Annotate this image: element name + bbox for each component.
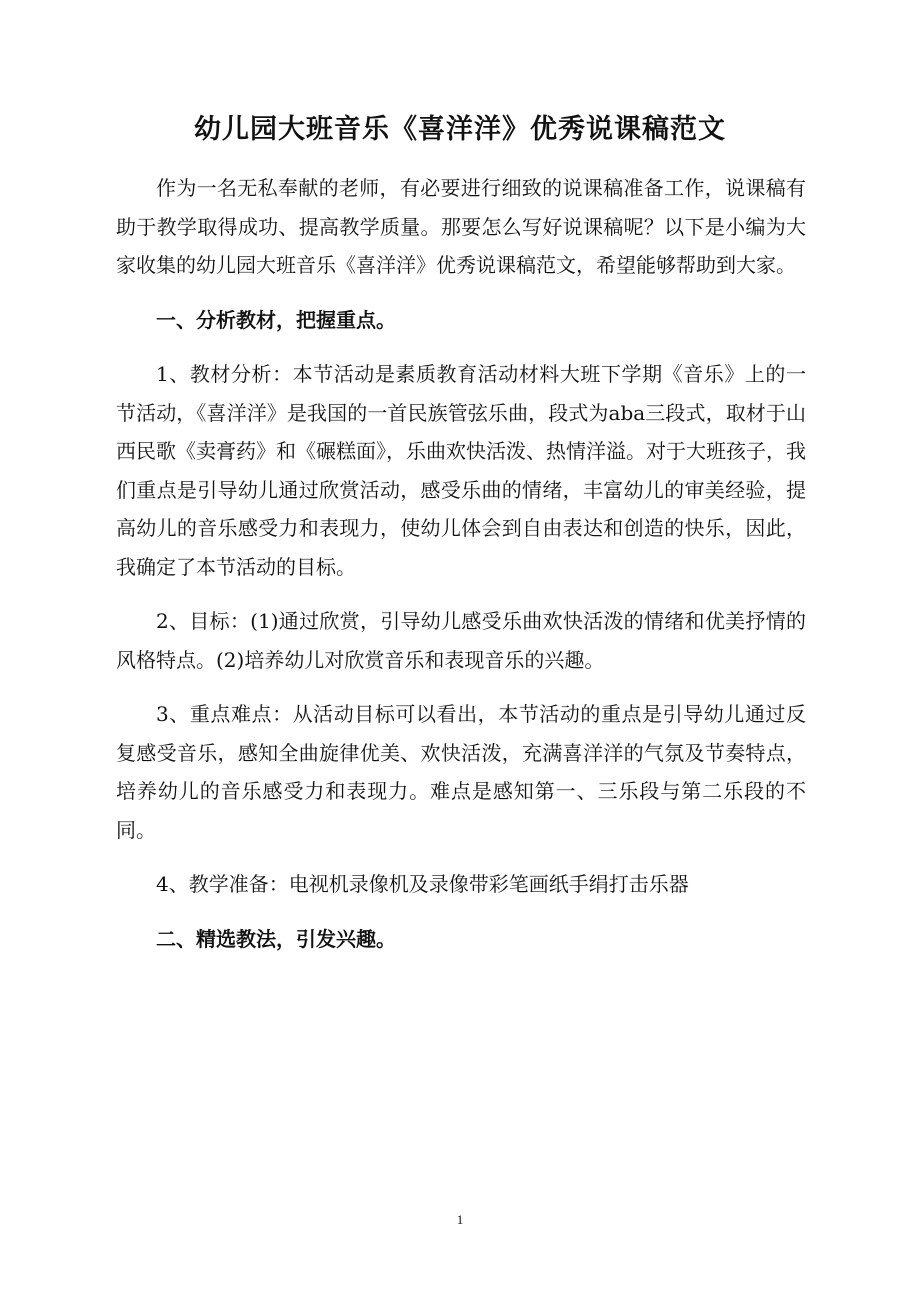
- document-title: 幼儿园大班音乐《喜洋洋》优秀说课稿范文: [194, 114, 726, 145]
- teaching-preparation-paragraph: 4、教学准备：电视机录像机及录像带彩笔画纸手绢打击乐器: [156, 872, 689, 896]
- key-difficulty-paragraph: 3、重点难点：从活动目标可以看出，本节活动的重点是引导幼儿通过反复感受音乐，感知全曲旋律优美、欢快活泼，充满喜洋洋的气氛及节奏特点，培养幼儿的音乐感受力和表现力。难点是感知第一、三乐段与第二乐段的不同。: [116, 702, 806, 842]
- document-body: [116, 169, 806, 974]
- goals-paragraph: 2、目标：(1)通过欣赏，引导幼儿感受乐曲欢快活泼的情绪和优美抒情的风格特点。(2)培养幼儿对欣赏音乐和表现音乐的兴趣。: [116, 609, 806, 672]
- section-heading-1: 一、分析教材，把握重点。: [156, 307, 396, 332]
- material-analysis-paragraph: 1、教材分析：本节活动是素质教育活动材料大班下学期《音乐》上的一节活动，《喜洋洋》是我国的一首民族管弦乐曲，段式为aba三段式，取材于山西民歌《卖膏药》和《碾糕面》，乐曲欢快活泼、热情洋溢。对于大班孩子，我们重点是引导幼儿通过欣赏活动，感受乐曲的情绪，丰富幼儿的审美经验，提高幼儿的音乐感受力和表现力，使幼儿体会到自由表达和创造的快乐，因此，我确定了本节活动的目标。: [116, 362, 806, 579]
- intro-paragraph: 作为一名无私奉献的老师，有必要进行细致的说课稿准备工作，说课稿有助于教学取得成功、提高教学质量。那要怎么写好说课稿呢？以下是小编为大家收集的幼儿园大班音乐《喜洋洋》优秀说课稿范文，希望能够帮助到大家。: [116, 176, 806, 277]
- page-number: 1: [456, 1212, 464, 1227]
- section-heading-2: 二、精选教法，引发兴趣。: [156, 926, 396, 951]
